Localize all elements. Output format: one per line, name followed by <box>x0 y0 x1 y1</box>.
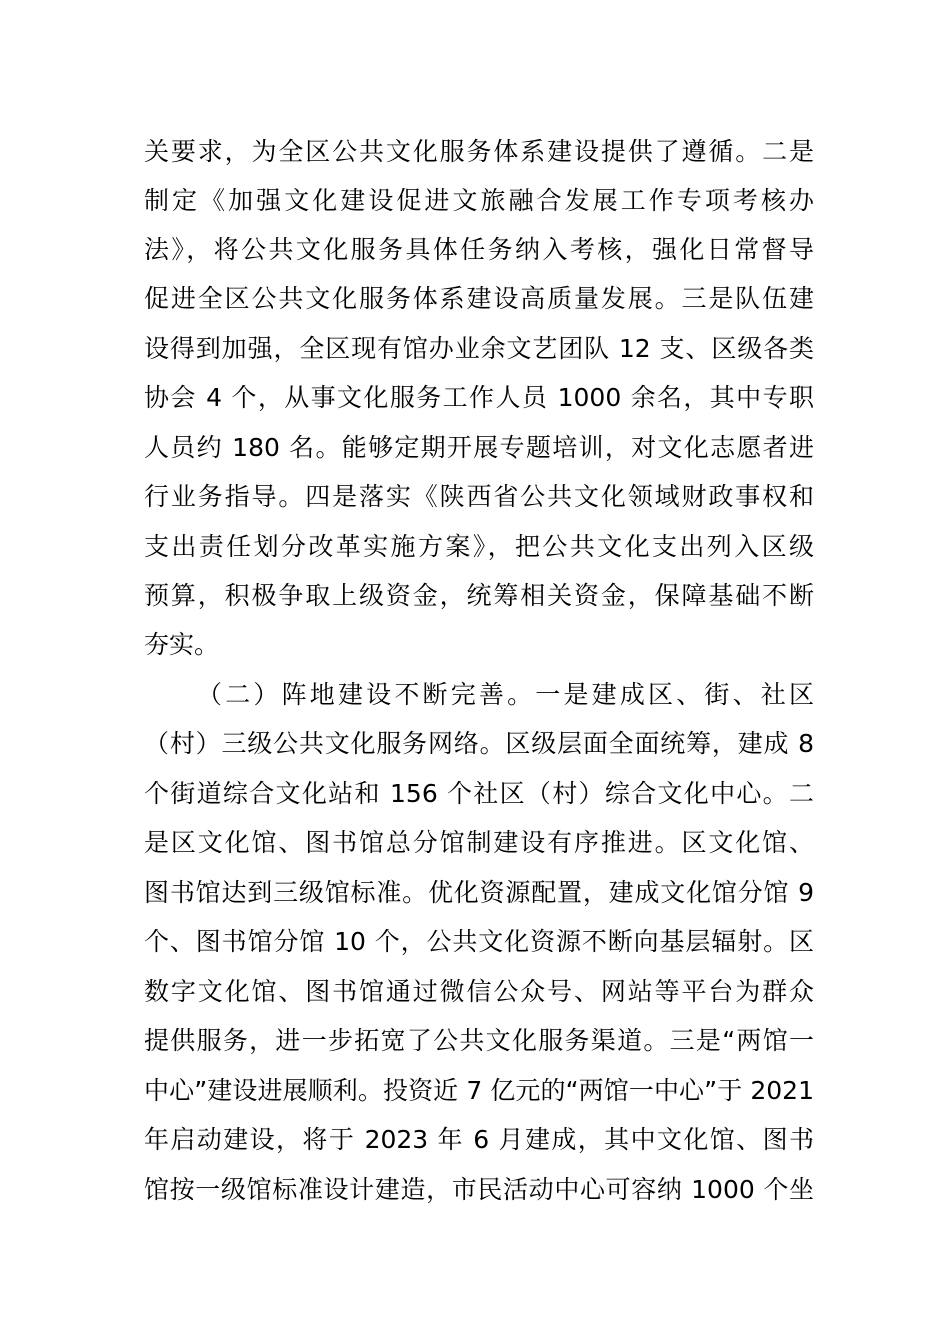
text-line: 促进全区公共文化服务体系建设高质量发展。三是队伍建 <box>144 284 814 313</box>
text-line: 中心”建设进展顺利。投资近 7 亿元的“两馆一中心”于 2021 <box>144 1076 814 1105</box>
text-line: 年启动建设，将于 2023 年 6 月建成，其中文化馆、图书 <box>144 1125 814 1154</box>
text-line: 关要求，为全区公共文化服务体系建设提供了遵循。二是 <box>144 137 814 166</box>
text-line: 制定《加强文化建设促进文旅融合发展工作专项考核办 <box>144 186 814 215</box>
text-line: 夯实。 <box>144 630 220 659</box>
text-line: 行业务指导。四是落实《陕西省公共文化领域财政事权和 <box>144 482 814 511</box>
text-line: （村）三级公共文化服务网络。区级层面全面统筹，建成 8 <box>144 729 814 758</box>
section-heading-line: （二）阵地建设不断完善。一是建成区、街、社区 <box>197 680 814 709</box>
text-line: 人员约 180 名。能够定期开展专题培训，对文化志愿者进 <box>144 433 814 462</box>
text-line: 协会 4 个，从事文化服务工作人员 1000 余名，其中专职 <box>144 383 814 412</box>
text-line: 预算，积极争取上级资金，统筹相关资金，保障基础不断 <box>144 581 814 610</box>
text-line: 支出责任划分改革实施方案》，把公共文化支出列入区级 <box>144 532 814 561</box>
text-line: 是区文化馆、图书馆总分馆制建设有序推进。区文化馆、 <box>144 828 814 857</box>
text-line: 个街道综合文化站和 156 个社区（村）综合文化中心。二 <box>144 779 814 808</box>
text-line: 提供服务，进一步拓宽了公共文化服务渠道。三是“两馆一 <box>144 1026 814 1055</box>
text-line: 个、图书馆分馆 10 个，公共文化资源不断向基层辐射。区 <box>144 927 814 956</box>
text-line: 法》，将公共文化服务具体任务纳入考核，强化日常督导 <box>144 235 814 264</box>
text-line: 图书馆达到三级馆标准。优化资源配置，建成文化馆分馆 9 <box>144 878 814 907</box>
text-line: 设得到加强，全区现有馆办业余文艺团队 12 支、区级各类 <box>144 334 814 363</box>
text-line: 数字文化馆、图书馆通过微信公众号、网站等平台为群众 <box>144 977 814 1006</box>
text-line: 馆按一级馆标准设计建造，市民活动中心可容纳 1000 个坐 <box>144 1175 814 1204</box>
